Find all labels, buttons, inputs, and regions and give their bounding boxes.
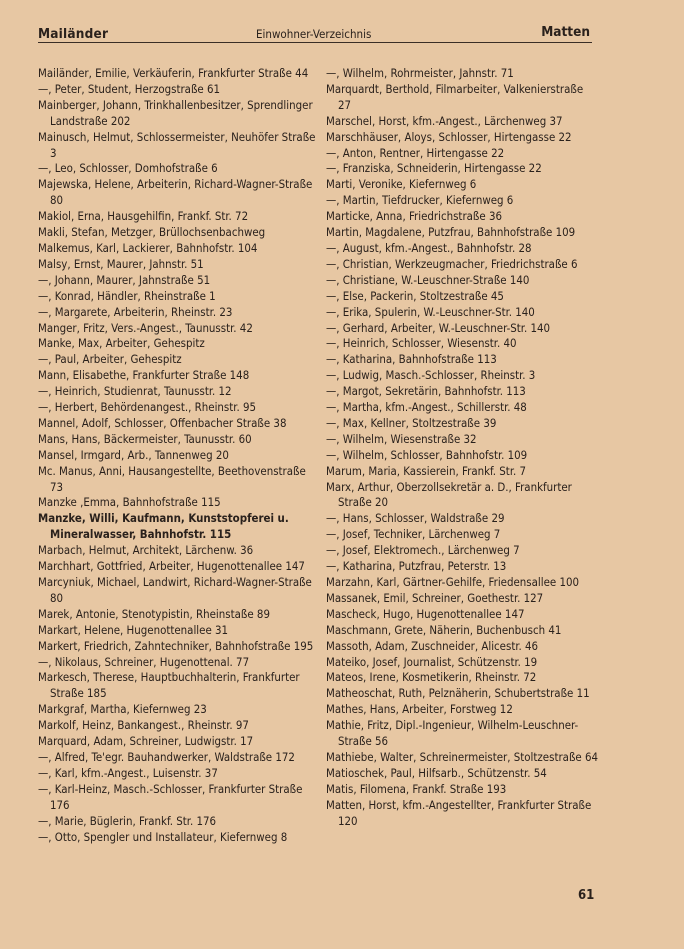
directory-entry: Marschhäuser, Aloys, Schlosser, Hirtengasse 22 [326, 129, 572, 144]
directory-entry: —, Martha, kfm.-Angest., Schillerstr. 48 [326, 400, 527, 415]
directory-entry: Mc. Manus, Anni, Hausangestellte, Beethovenstraße 73 [38, 463, 306, 494]
directory-entry: Massanek, Emil, Schreiner, Goethestr. 127 [326, 590, 544, 605]
directory-entry: —, Christian, Werkzeugmacher, Friedrichstraße 6 [326, 256, 578, 271]
directory-entry: —, Josef, Techniker, Lärchenweg 7 [326, 527, 501, 542]
directory-entry: Manzke, Willi, Kaufmann, Kunststopferei u. Mineralwasser, Bahnhofstr. 115 [38, 511, 289, 542]
directory-entry: Mathiebe, Walter, Schreinermeister, Stoltzestraße 64 [326, 749, 599, 764]
directory-entry: Marum, Maria, Kassierein, Frankf. Str. 7 [326, 463, 527, 478]
directory-entry: Mascheck, Hugo, Hugenottenallee 147 [326, 606, 525, 621]
header-rule [38, 42, 592, 43]
header-first-name: Mailänder [38, 26, 109, 42]
directory-entry: —, Katharina, Bahnhofstraße 113 [326, 352, 497, 367]
directory-entry: Mainusch, Helmut, Schlossermeister, Neuhöfer Straße 3 [38, 129, 316, 160]
directory-entry: Marquardt, Berthold, Filmarbeiter, Valkenierstraße 27 [326, 81, 584, 112]
header-title: Einwohner-Verzeichnis [256, 27, 372, 41]
directory-entry: Mans, Hans, Bäckermeister, Taunusstr. 60 [38, 431, 252, 446]
directory-entry: —, Gerhard, Arbeiter, W.-Leuschner-Str. 140 [326, 320, 551, 335]
directory-entry: —, Martin, Tiefdrucker, Kiefernweg 6 [326, 193, 514, 208]
right-column [326, 66, 598, 830]
directory-entry: Marschel, Horst, kfm.-Angest., Lärchenweg 37 [326, 113, 563, 128]
directory-entry: —, Erika, Spulerin, W.-Leuschner-Str. 140 [326, 304, 535, 319]
page-header [38, 22, 590, 44]
directory-entry: Mateos, Irene, Kosmetikerin, Rheinstr. 72 [326, 670, 537, 685]
directory-entry: Mathes, Hans, Arbeiter, Forstweg 12 [326, 702, 513, 717]
directory-entry: —, Herbert, Behördenangest., Rheinstr. 95 [38, 400, 256, 415]
directory-entry: —, Karl, kfm.-Angest., Luisenstr. 37 [38, 765, 218, 780]
directory-entry: Mann, Elisabethe, Frankfurter Straße 148 [38, 368, 250, 383]
directory-entry: Matis, Filomena, Frankf. Straße 193 [326, 781, 507, 796]
directory-entry: Markolf, Heinz, Bankangest., Rheinstr. 97 [38, 718, 249, 733]
directory-entry: Mannel, Adolf, Schlosser, Offenbacher Straße 38 [38, 415, 287, 430]
directory-entry: Manger, Fritz, Vers.-Angest., Taunusstr. 42 [38, 320, 253, 335]
directory-entry: Matten, Horst, kfm.-Angestellter, Frankfurter Straße 120 [326, 797, 592, 828]
directory-entry: —, Anton, Rentner, Hirtengasse 22 [326, 145, 505, 160]
directory-entry: Mateiko, Josef, Journalist, Schützenstr. 19 [326, 654, 538, 669]
directory-entry: —, Franziska, Schneiderin, Hirtengasse 22 [326, 161, 542, 176]
directory-entry: Mathie, Fritz, Dipl.-Ingenieur, Wilhelm-Leuschner-Straße 56 [326, 718, 579, 749]
directory-entry: Marchhart, Gottfried, Arbeiter, Hugenottenallee 147 [38, 559, 305, 574]
directory-entry: —, Max, Kellner, Stoltzestraße 39 [326, 415, 497, 430]
page-number: 61 [578, 888, 595, 903]
directory-entry: Markart, Helene, Hugenottenallee 31 [38, 622, 229, 637]
directory-entry: —, Alfred, Te'egr. Bauhandwerker, Waldstraße 172 [38, 749, 295, 764]
directory-entry: Marbach, Helmut, Architekt, Lärchenw. 36 [38, 543, 254, 558]
directory-entry: —, Peter, Student, Herzogstraße 61 [38, 81, 221, 96]
directory-entry: Marquard, Adam, Schreiner, Ludwigstr. 17 [38, 734, 254, 749]
directory-entry: Makiol, Erna, Hausgehilfin, Frankf. Str. 72 [38, 209, 249, 224]
directory-entry: Marticke, Anna, Friedrichstraße 36 [326, 209, 502, 224]
directory-entry: —, Hans, Schlosser, Waldstraße 29 [326, 511, 505, 526]
directory-entry: Majewska, Helene, Arbeiterin, Richard-Wagner-Straße 80 [38, 177, 313, 208]
directory-entry: Matheoschat, Ruth, Pelznäherin, Schubertstraße 11 [326, 686, 590, 701]
directory-entry: Manzke ,Emma, Bahnhofstraße 115 [38, 495, 221, 510]
directory-entry: —, Paul, Arbeiter, Gehespitz [38, 352, 182, 367]
directory-entry: Malkemus, Karl, Lackierer, Bahnhofstr. 104 [38, 240, 258, 255]
directory-entry: —, Heinrich, Schlosser, Wiesenstr. 40 [326, 336, 517, 351]
directory-entry: Marek, Antonie, Stenotypistin, Rheinstaße 89 [38, 606, 270, 621]
directory-entry: —, Konrad, Händler, Rheinstraße 1 [38, 288, 216, 303]
left-column [38, 66, 320, 845]
directory-entry: Mainberger, Johann, Trinkhallenbesitzer, Sprendlinger Landstraße 202 [38, 97, 313, 128]
directory-entry: —, Josef, Elektromech., Lärchenweg 7 [326, 543, 520, 558]
directory-entry: —, Margot, Sekretärin, Bahnhofstr. 113 [326, 384, 526, 399]
directory-entry: —, Wilhelm, Schlosser, Bahnhofstr. 109 [326, 447, 528, 462]
directory-entry: Markesch, Therese, Hauptbuchhalterin, Frankfurter Straße 185 [38, 670, 300, 701]
directory-entry: Martin, Magdalene, Putzfrau, Bahnhofstraße 109 [326, 225, 576, 240]
directory-entry: Mailänder, Emilie, Verkäuferin, Frankfurter Straße 44 [38, 66, 309, 80]
directory-entry: —, Heinrich, Studienrat, Taunusstr. 12 [38, 384, 232, 399]
directory-entry: —, Ludwig, Masch.-Schlosser, Rheinstr. 3 [326, 368, 536, 383]
directory-entry: Marzahn, Karl, Gärtner-Gehilfe, Friedensallee 100 [326, 575, 580, 589]
directory-entry: Matioschek, Paul, Hilfsarb., Schützenstr. 54 [326, 765, 547, 780]
directory-entry: —, Otto, Spengler und Installateur, Kiefernweg 8 [38, 829, 288, 844]
directory-entry: Mansel, Irmgard, Arb., Tannenweg 20 [38, 447, 229, 462]
header-last-name: Matten [541, 24, 590, 40]
directory-entry: —, August, kfm.-Angest., Bahnhofstr. 28 [326, 240, 532, 255]
directory-entry: —, Katharina, Putzfrau, Peterstr. 13 [326, 559, 507, 574]
directory-entry: —, Else, Packerin, Stoltzestraße 45 [326, 288, 504, 303]
directory-entry: —, Karl-Heinz, Masch.-Schlosser, Frankfurter Straße 176 [38, 781, 303, 812]
directory-entry: Markgraf, Martha, Kiefernweg 23 [38, 702, 207, 717]
directory-entry: Manke, Max, Arbeiter, Gehespitz [38, 336, 205, 351]
directory-entry: Maschmann, Grete, Näherin, Buchenbusch 41 [326, 622, 562, 637]
directory-entry: Marti, Veronike, Kiefernweg 6 [326, 177, 477, 192]
directory-entry: —, Marie, Büglerin, Frankf. Str. 176 [38, 813, 217, 828]
directory-entry: —, Christiane, W.-Leuschner-Straße 140 [326, 272, 530, 287]
directory-entry: —, Nikolaus, Schreiner, Hugenottenal. 77 [38, 654, 250, 669]
directory-entry: —, Johann, Maurer, Jahnstraße 51 [38, 272, 211, 287]
directory-entry: —, Leo, Schlosser, Domhofstraße 6 [38, 161, 218, 176]
directory-entry: Makli, Stefan, Metzger, Brüllochsenbachweg [38, 225, 266, 240]
directory-entry: Marx, Arthur, Oberzollsekretär a. D., Frankfurter Straße 20 [326, 479, 572, 510]
directory-entry: —, Wilhelm, Wiesenstraße 32 [326, 431, 477, 446]
directory-entry: Massoth, Adam, Zuschneider, Alicestr. 46 [326, 638, 539, 653]
directory-entry: Malsy, Ernst, Maurer, Jahnstr. 51 [38, 256, 204, 271]
directory-entry: Markert, Friedrich, Zahntechniker, Bahnhofstraße 195 [38, 638, 314, 653]
directory-entry: —, Wilhelm, Rohrmeister, Jahnstr. 71 [326, 66, 514, 80]
directory-entry: Marcyniuk, Michael, Landwirt, Richard-Wagner-Straße 80 [38, 575, 312, 605]
directory-entry: —, Margarete, Arbeiterin, Rheinstr. 23 [38, 304, 233, 319]
